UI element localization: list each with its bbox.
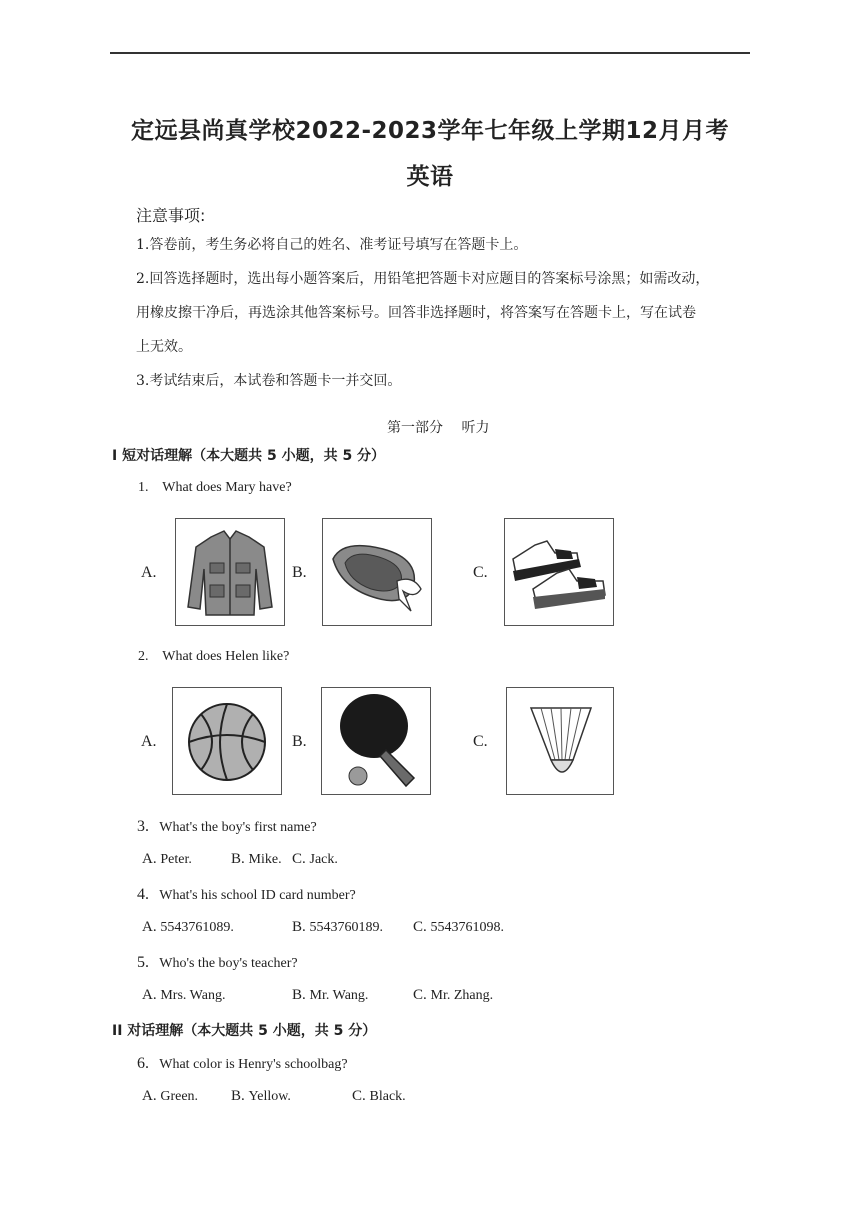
option-letter-c: C. [473,733,488,750]
question-6 [137,1055,348,1073]
exam-title: 定远县尚真学校2022-2023学年七年级上学期12月月考 [130,118,730,144]
option-b: B. Yellow. [231,1088,291,1104]
section-2-heading: II 对话理解（本大题共 5 小题，共 5 分） [112,1023,377,1039]
option-c: C. Jack. [292,851,338,867]
question-3 [137,818,317,836]
option-letter-b: B. [292,733,307,750]
notice-item-1: 1.答卷前，考生务必将自己的姓名、准考证号填写在答题卡上。 [136,237,528,253]
jacket-icon [175,518,285,626]
option-a: A. Mrs. Wang. [142,987,226,1003]
section-1-heading: I 短对话理解（本大题共 5 小题，共 5 分） [112,448,386,464]
question-number: 2. [138,649,149,664]
question-2 [138,649,289,665]
notice-item-2b: 用橡皮擦干净后，再选涂其他答案标号。回答非选择题时，将答案写在答题卡上，写在试卷 [136,305,696,321]
ping-pong-paddle-icon [321,687,431,795]
question-text: What does Mary have? [162,480,292,495]
option-letter-a: A. [141,564,157,581]
basketball-icon [172,687,282,795]
question-number: 1. [138,480,149,495]
option-a: A. 5543761089. [142,919,234,935]
notice-item-3: 3.考试结束后，本试卷和答题卡一并交回。 [136,373,402,389]
option-b: B. Mr. Wang. [292,987,369,1003]
option-c: C. 5543761098. [413,919,505,935]
question-text: Who's the boy's teacher? [159,956,298,971]
question-text: What does Helen like? [162,649,290,664]
question-4 [137,886,356,904]
option-a: A. Peter. [142,851,192,867]
option-letter-c: C. [473,564,488,581]
question-text: What's the boy's first name? [159,820,317,835]
notice-item-2c: 上无效。 [136,339,192,355]
question-number: 4. [137,886,149,903]
option-c: C. Mr. Zhang. [413,987,494,1003]
question-text: What color is Henry's schoolbag? [159,1057,348,1072]
exam-subject: 英语 [406,164,454,190]
question-5 [137,954,298,972]
part-heading: 第一部分 听力 [387,420,490,436]
option-letter-a: A. [141,733,157,750]
hat-icon [322,518,432,626]
question-text: What's his school ID card number? [159,888,356,903]
option-a: A. Green. [142,1088,199,1104]
option-b: B. Mike. [231,851,282,867]
sneakers-icon [504,518,614,626]
option-letter-b: B. [292,564,307,581]
question-number: 3. [137,818,149,835]
header-rule [110,52,750,54]
question-number: 5. [137,954,149,971]
question-number: 6. [137,1055,149,1072]
option-b: B. 5543760189. [292,919,384,935]
question-1 [138,480,292,496]
shuttlecock-icon [506,687,614,795]
notice-item-2a: 2.回答选择题时，选出每小题答案后，用铅笔把答题卡对应题目的答案标号涂黑；如需改动， [136,271,710,287]
notice-heading: 注意事项: [136,206,206,225]
option-c: C. Black. [352,1088,406,1104]
